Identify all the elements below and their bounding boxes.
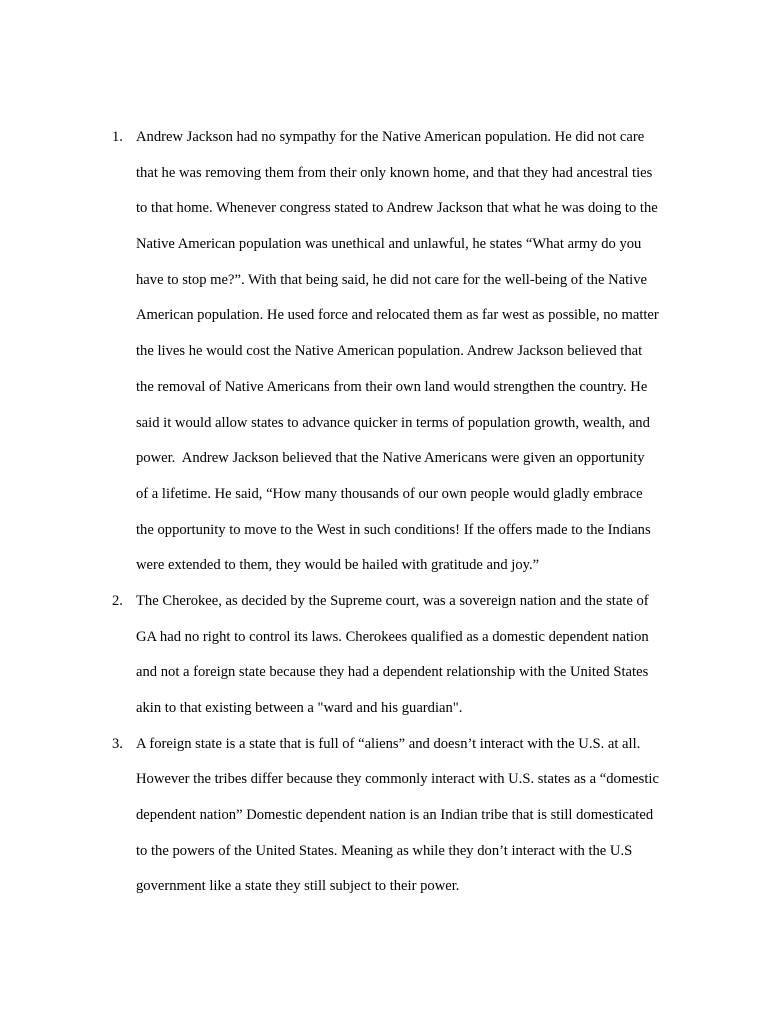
text-line: Andrew Jackson had no sympathy for the Native American population. He did not care xyxy=(136,129,645,145)
text-line: were extended to them, they would be hailed with gratitude and joy.” xyxy=(136,557,540,574)
text-line: the opportunity to move to the West in such conditions! If the offers made to the Indians xyxy=(136,521,651,538)
text-line: However the tribes differ because they commonly interact with U.S. states as a “domestic xyxy=(136,771,659,788)
text-line: dependent nation” Domestic dependent nation is an Indian tribe that is still domesticated xyxy=(136,807,654,824)
list-item xyxy=(112,584,682,727)
text-line: and not a foreign state because they had a dependent relationship with the United States xyxy=(136,664,649,681)
text-line: to that home. Whenever congress stated to Andrew Jackson that what he was doing to the xyxy=(136,200,658,217)
text-line: government like a state they still subject to their power. xyxy=(136,878,460,895)
list-item xyxy=(112,727,682,905)
text-line: of a lifetime. He said, “How many thousands of our own people would gladly embrace xyxy=(136,485,643,502)
text-line: power. Andrew Jackson believed that the Native Americans were given an opportunity xyxy=(136,450,645,467)
text-line: GA had no right to control its laws. Cherokees qualified as a domestic dependent nation xyxy=(136,628,649,645)
item-number: 2. xyxy=(112,592,123,609)
paragraph xyxy=(136,584,682,727)
text-line: Native American population was unethical and unlawful, he states “What army do you xyxy=(136,236,642,253)
answer-list xyxy=(112,120,682,905)
item-number: 3. xyxy=(112,735,123,752)
text-line: that he was removing them from their only known home, and that they had ancestral ties xyxy=(136,164,653,181)
text-line: A foreign state is a state that is full of “aliens” and doesn’t interact with the U.S. at all. xyxy=(136,735,641,752)
paragraph xyxy=(136,120,682,584)
text-line: The Cherokee, as decided by the Supreme court, was a sovereign nation and the state of xyxy=(136,592,649,609)
text-line: akin to that existing between a "ward and his guardian". xyxy=(136,700,463,716)
paragraph xyxy=(136,727,682,905)
text-line: the removal of Native Americans from their own land would strengthen the country. He xyxy=(136,378,648,395)
text-line: said it would allow states to advance quicker in terms of population growth, wealth, and xyxy=(136,414,650,431)
text-line: to the powers of the United States. Meaning as while they don’t interact with the U.S xyxy=(136,842,633,859)
list-item xyxy=(112,120,682,584)
text-line: have to stop me?”. With that being said, he did not care for the well-being of the Native xyxy=(136,271,647,288)
text-line: American population. He used force and relocated them as far west as possible, no matter xyxy=(136,307,659,324)
text-line: the lives he would cost the Native American population. Andrew Jackson believed that xyxy=(136,343,643,360)
item-number: 1. xyxy=(112,129,123,145)
